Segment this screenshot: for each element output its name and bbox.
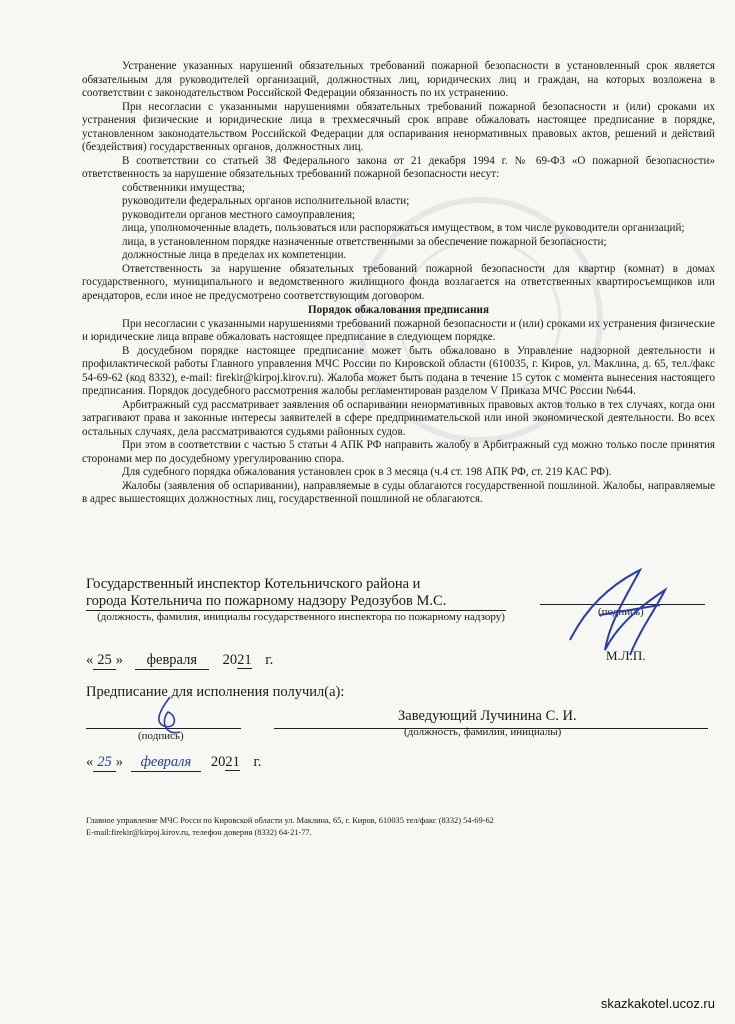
- close-quote: »: [115, 754, 123, 770]
- inspector-line-2: города Котельнича по пожарному надзору Редозубов М.С.: [86, 593, 447, 609]
- date-2-g: г.: [253, 754, 262, 770]
- receipt-sign-caption: (подпись): [138, 730, 184, 742]
- date-2-year-prefix: 20: [210, 754, 226, 770]
- document-body: [82, 60, 715, 507]
- date-1-year-prefix: 20: [222, 652, 238, 668]
- footer: [86, 815, 686, 839]
- inspector-line-1: Государственный инспектор Котельничского района и: [86, 576, 421, 592]
- date-1: [86, 652, 273, 670]
- list-item: руководители федеральных органов исполнительной власти;: [122, 195, 410, 207]
- open-quote: «: [86, 754, 94, 770]
- date-1-g: г.: [265, 652, 274, 668]
- list-item: лица, в установленном порядке назначенные ответственными за обеспечение пожарной безопасности;: [122, 235, 607, 248]
- stamp-label: М.Л.П.: [606, 648, 646, 663]
- date-1-year-suffix: 21: [237, 652, 252, 668]
- date-2-year-suffix: 21: [225, 754, 240, 770]
- close-quote: »: [115, 652, 123, 668]
- paragraph-6: В досудебном порядке настоящее предписание может быть обжаловано в Управление надзорной деятельности и профилактической работы Главного управления МЧС России по Кировской области (610035, г. Киров, ул. Маклина, д. 65, тел./факс 54-69-62 (код 8332), e-mail: firekir@kirpoj.kirov.ru). Жалоба может быть подана в течение 15 суток с момента вынесения настоящего предписания. Порядок досудебного рассмотрения жалобы регламентирован разделом V Приказа МЧС России №644.: [82, 344, 715, 397]
- list-item: лица, уполномоченные владеть, пользоваться или распоряжаться имуществом, в том числе руководители организаций;: [122, 222, 685, 234]
- date-1-day: 25: [93, 652, 116, 670]
- paragraph-10: Жалобы (заявления об оспаривании), направляемые в суды облагаются государственной пошлиной. Жалобы, направляемые в адрес вышестоящих должностных лиц, государственной пошлиной не облагаются.: [82, 479, 715, 505]
- date-2: [86, 754, 261, 772]
- footer-line-2: E-mail:firekir@kirpoj.kirov.ru, телефон доверия (8332) 64-21-77.: [86, 828, 312, 837]
- section-heading: Порядок обжалования предписания: [308, 304, 489, 316]
- inspector-sign-caption: (подпись): [598, 606, 644, 618]
- footer-line-1: Главное управление МЧС Росси по Кировской области ул. Маклина, 65, г. Киров, 610035 тел/факс (8332) 54-69-62: [86, 816, 494, 825]
- paragraph-9: Для судебного порядка обжалования установлен срок в 3 месяца (ч.4 ст. 198 АПК РФ, ст. 219 КАС РФ).: [122, 466, 612, 478]
- receipt-name-caption: (должность, фамилия, инициалы): [404, 726, 562, 738]
- list-item: руководители органов местного самоуправления;: [122, 208, 356, 221]
- paragraph-7: Арбитражный суд рассматривает заявления об оспаривании ненормативных правовых актов только в тех случаях, когда они затрагивают права и законные интересы заявителей в сфере предпринимательской или иной экономической деятельности. Во всех остальных случаях, дела рассматриваются судьями районных судов.: [82, 398, 715, 438]
- receiver-signature: [140, 692, 200, 742]
- list-item: собственники имущества;: [122, 181, 246, 194]
- paragraph-2: При несогласии с указанными нарушениями обязательных требований пожарной безопасности и (или) сроками их устранения физические и юридические лица в трехмесячный срок вправе обжаловать настоящее предписание в порядке, установленном законодательством Российской Федерации для оспаривания ненормативных правовых актов, решений и действий (бездействия) государственных органов, должностных лиц.: [82, 100, 715, 153]
- site-watermark: skazkakotel.ucoz.ru: [600, 996, 715, 1011]
- paragraph-5: При несогласии с указанными нарушениями требований пожарной безопасности и (или) сроками их устранения физические и юридические лица вправе обжаловать настоящее предписание в следующем порядке.: [82, 317, 715, 343]
- date-2-day: 25: [93, 754, 116, 772]
- list-item: должностные лица в пределах их компетенции.: [122, 249, 347, 261]
- date-2-month: февраля: [131, 754, 202, 772]
- date-1-month: февраля: [135, 652, 209, 670]
- paragraph-1: Устранение указанных нарушений обязательных требований пожарной безопасности в установленный срок является обязательным для руководителей организаций, должностных лиц, юридических лиц и граждан, на которых возложена в соответствии с законодательством Российской Федерации обязанность по их устранению.: [82, 60, 715, 99]
- receipt-name: Заведующий Лучинина С. И.: [398, 708, 577, 724]
- receipt-title: Предписание для исполнения получил(а):: [86, 684, 345, 700]
- open-quote: «: [86, 652, 94, 668]
- inspector-caption: (должность, фамилия, инициалы государственного инспектора по пожарному надзору): [97, 611, 505, 623]
- paragraph-3: В соответствии со статьей 38 Федерального закона от 21 декабря 1994 г. № 69-ФЗ «О пожарной безопасности» ответственность за нарушение обязательных требований пожарной безопасности несут:: [82, 154, 715, 180]
- paragraph-8: При этом в соответствии с частью 5 статьи 4 АПК РФ направить жалобу в Арбитражный суд можно только после принятия сторонами мер по досудебному урегулированию спора.: [82, 439, 715, 465]
- paragraph-4: Ответственность за нарушение обязательных требований пожарной безопасности для квартир (комнат) в домах государственного, муниципального и ведомственного жилищного фонда возлагается на ответственных квартиросъемщиков или арендаторов, если иное не предусмотрено соответствующим договором.: [82, 262, 715, 302]
